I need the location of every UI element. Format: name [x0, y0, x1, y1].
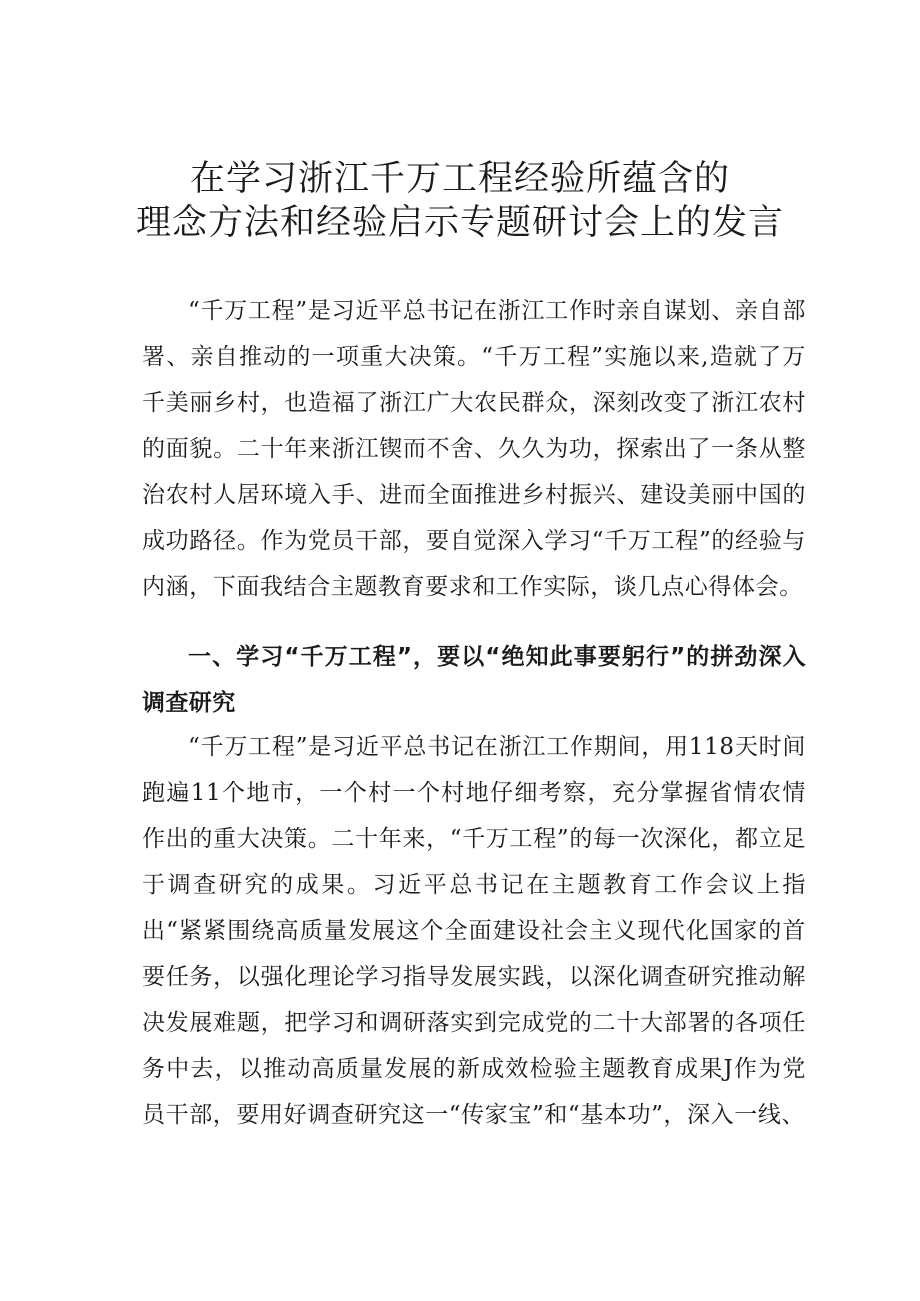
- document-title-line-1: 在学习浙江千万工程经验所蕴含的: [189, 159, 730, 199]
- document-title-line-2: 理念方法和经验启示专题研讨会上的发言: [135, 203, 784, 243]
- intro-paragraph: “千万工程”是习近平总书记在浙江工作时亲自谋划、亲自部署、亲自推动的一项重大决策。“千万工程”实施以来,造就了万千美丽乡村，也造福了浙江广大农民群众，深刻改变了浙江农村的面貌。二十年来浙江锲而不舍、久久为功，探索出了一条从整治农村人居环境入手、进而全面推进乡村振兴、建设美丽中国的成功路径。作为党员干部，要自觉深入学习“千万工程”的经验与内涵，下面我结合主题教育要求和工作实际，谈几点心得体会。: [142, 298, 806, 600]
- section-heading-1: 一、学习“千万工程”，要以“绝知此事要躬行”的拼劲深入调查研究: [142, 644, 806, 716]
- section-1-paragraph: “千万工程”是习近平总书记在浙江工作期间，用118天时间跑遍11个地市，一个村一个村地仔细考察，充分掌握省情农情作出的重大决策。二十年来，“千万工程”的每一次深化，都立足于调查研究的成果。习近平总书记在主题教育工作会议上指出“紧紧围绕高质量发展这个全面建设社会主义现代化国家的首要任务，以强化理论学习指导发展实践，以深化调查研究推动解决发展难题，把学习和调研落实到完成党的二十大部署的各项任务中去，以推动高质量发展的新成效检验主题教育成果J作为党员干部，要用好调查研究这一“传家宝”和“基本功”，深入一线、: [142, 734, 806, 1128]
